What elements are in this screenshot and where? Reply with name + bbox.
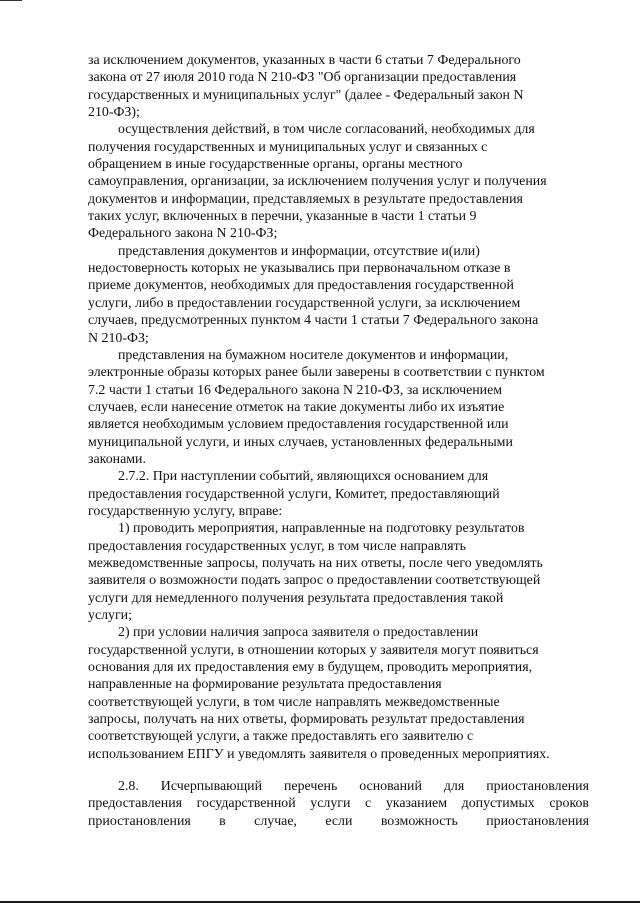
- text-line: 1) проводить мероприятия, направленные на подготовку результатов: [118, 521, 525, 537]
- text-line: документов и информации, представляемых в результате предоставления: [88, 191, 523, 207]
- text-line: 210-ФЗ);: [88, 105, 140, 121]
- text-line: представления документов и информации, отсутствие и(или): [118, 243, 480, 259]
- text-line: обращением в иные государственные органы, органы местного: [88, 157, 463, 173]
- text-line: государственной услуги, в отношении которых у заявителя могут появиться: [88, 642, 539, 658]
- document-page: [88, 52, 589, 830]
- text-line: осуществления действий, в том числе согласований, необходимых для: [118, 122, 535, 138]
- text-line: электронные образы которых ранее были заверены в соответствии с пунктом: [88, 365, 545, 381]
- text-line: случаев, если нанесение отметок на такие документы либо их изъятие: [88, 399, 505, 415]
- text-line: 2.7.2. При наступлении событий, являющихся основанием для: [118, 469, 489, 485]
- text-line: государственных и муниципальных услуг" (далее - Федеральный закон N: [88, 87, 524, 103]
- paragraph-item-2: [88, 624, 589, 763]
- text-line: межведомственные запросы, получать на них ответы, после чего уведомлять: [88, 555, 543, 571]
- text-line: государственную услугу, вправе:: [88, 503, 283, 519]
- text-line: заявителя о возможности подать запрос о предоставлении соответствующей: [88, 573, 541, 589]
- text-line: услуги;: [88, 608, 132, 623]
- text-line: услуги, либо в предоставлении государственной услуги, за исключением: [88, 295, 521, 311]
- text-line: получения государственных и муниципальных услуг и связанных с: [88, 139, 488, 155]
- text-line: N 210-ФЗ;: [88, 330, 149, 346]
- text-line: основания для их предоставления ему в будущем, проводить мероприятия,: [88, 660, 533, 676]
- text-line: приеме документов, необходимых для предоставления государственной: [88, 278, 514, 294]
- text-line: предоставления государственных услуг, в том числе направлять: [88, 538, 467, 554]
- text-line: соответствующей услуги, в том числе направлять межведомственные: [88, 694, 500, 710]
- text-line: самоуправления, организации, за исключением получения услуг и получения: [88, 174, 547, 190]
- text-line: представления на бумажном носителе документов и информации,: [118, 347, 509, 363]
- text-line: случаев, предусмотренных пунктом 4 части 1 статьи 7 Федерального закона: [88, 313, 539, 329]
- paragraph-document-exceptions: [88, 52, 589, 121]
- scan-edge-mark: [0, 0, 22, 1]
- text-line: муниципальной услуги, и иных случаев, установленных федеральными: [88, 434, 513, 450]
- paragraph-gap: [88, 763, 589, 778]
- text-line: 7.2 части 1 статьи 16 Федерального закона N 210-ФЗ, за исключением: [88, 382, 503, 398]
- text-line: 2) при условии наличия запроса заявителя о предоставлении: [118, 625, 479, 641]
- text-line: направленные на формирование результата предоставления: [88, 677, 442, 693]
- paragraph-section-2-8: [88, 778, 589, 830]
- text-line: запросы, получать на них ответы, формировать результат предоставления: [88, 712, 525, 728]
- text-line: предоставления государственной услуги с указанием допустимых сроков: [88, 796, 589, 812]
- text-line: Федерального закона N 210-ФЗ;: [88, 226, 278, 242]
- text-line: законами.: [88, 451, 146, 467]
- text-line: является необходимым условием предоставления государственной или: [88, 417, 509, 433]
- text-line: услуги для немедленного получения результата предоставления такой: [88, 590, 504, 606]
- paragraph-section-2-7-2: [88, 468, 589, 520]
- text-line: недостоверность которых не указывались при первоначальном отказе в: [88, 261, 511, 277]
- paragraph-actions-approvals: [88, 121, 589, 242]
- text-line: за исключением документов, указанных в части 6 статьи 7 Федерального: [88, 53, 521, 68]
- text-line: использованием ЕПГУ и уведомлять заявителя о проведенных мероприятиях.: [88, 746, 550, 762]
- text-line: 2.8. Исчерпывающий перечень оснований для приостановления: [118, 779, 589, 795]
- text-line: предоставления государственной услуги, Комитет, предоставляющий: [88, 486, 500, 502]
- text-line: закона от 27 июля 2010 года N 210-ФЗ "Об организации предоставления: [88, 70, 517, 86]
- text-line: приостановления в случае, если возможность приостановления: [88, 813, 589, 829]
- paragraph-item-1: [88, 520, 589, 624]
- text-line: таких услуг, включенных в перечни, указанные в части 1 статьи 9: [88, 209, 477, 225]
- text-line: соответствующей услуги, а также предоставлять его заявителю с: [88, 729, 474, 745]
- paragraph-missing-documents: [88, 243, 589, 347]
- paragraph-paper-documents: [88, 347, 589, 468]
